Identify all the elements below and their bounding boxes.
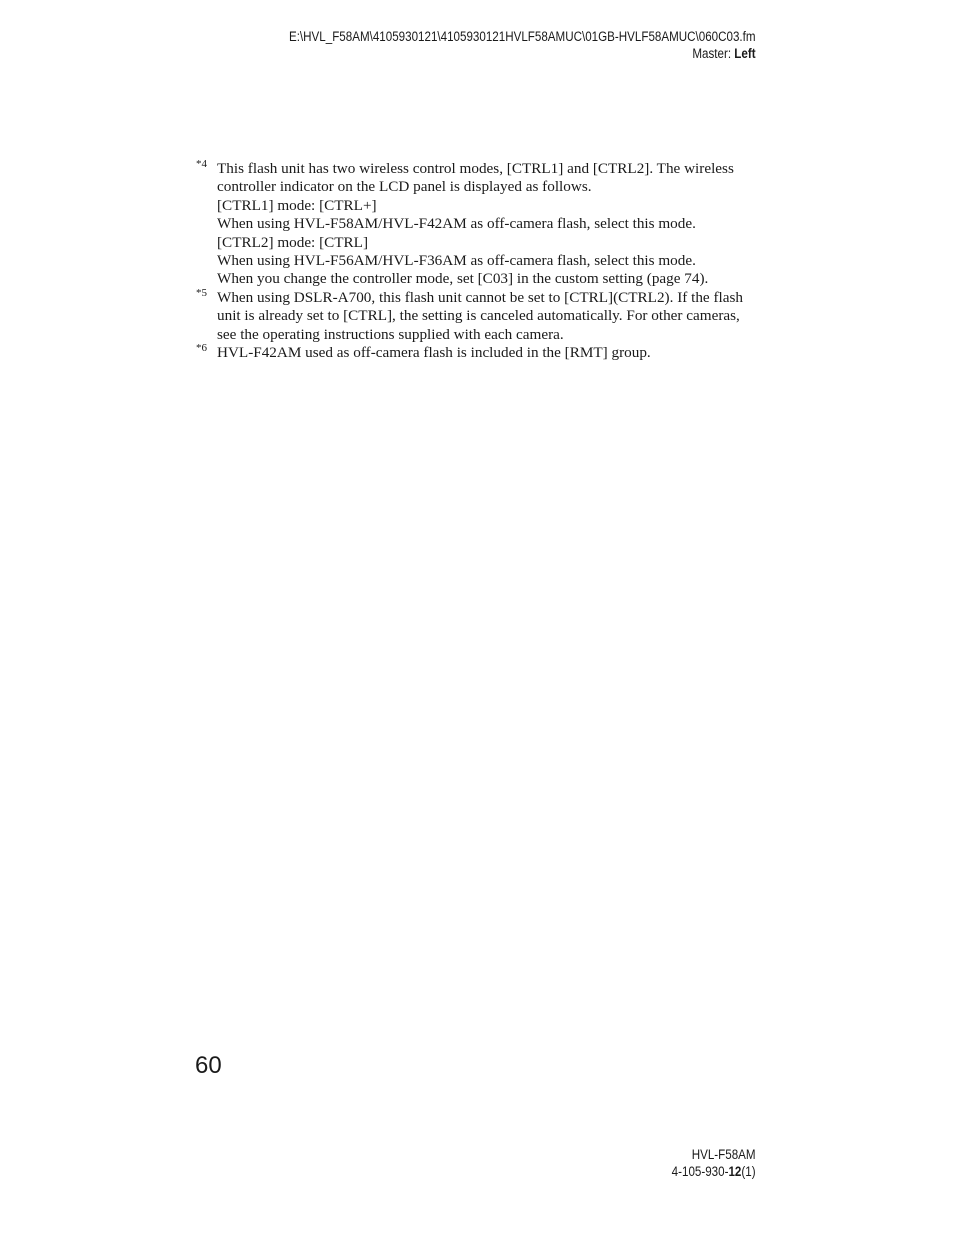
footnote-line: controller indicator on the LCD panel is displayed as follows. — [217, 178, 592, 196]
footnote-line: When using HVL-F56AM/HVL-F36AM as off-camera flash, select this mode. — [217, 252, 696, 270]
master-page-line — [289, 45, 756, 62]
footnote-5 — [196, 286, 786, 344]
footnote-line: [CTRL1] mode: [CTRL+] — [217, 196, 377, 214]
part-number-revision: 12 — [728, 1164, 742, 1179]
footnote-line: When using DSLR-A700, this flash unit cannot be set to [CTRL](CTRL2). If the flash — [217, 288, 743, 306]
part-number-suffix: (1) — [741, 1164, 756, 1179]
footnote-line: unit is already set to [CTRL], the setting is canceled automatically. For other cameras, — [217, 307, 740, 325]
footnote-marker: *6 — [196, 342, 207, 355]
footnote-6 — [196, 344, 786, 362]
master-label: Master: — [692, 46, 735, 61]
part-number — [672, 1163, 756, 1180]
footnotes — [196, 160, 786, 362]
footnote-4 — [196, 160, 786, 289]
part-number-prefix: 4-105-930- — [672, 1164, 729, 1179]
footnote-marker: *5 — [196, 286, 207, 299]
footnote-line: see the operating instructions supplied with each camera. — [217, 325, 564, 343]
document-footer — [672, 1146, 756, 1180]
footnote-line: This flash unit has two wireless control modes, [CTRL1] and [CTRL2]. The wireless — [217, 160, 734, 177]
footnote-line: HVL-F42AM used as off-camera flash is included in the [RMT] group. — [217, 344, 651, 362]
footnote-marker: *4 — [196, 158, 207, 170]
model-name: HVL-F58AM — [692, 1147, 756, 1162]
footnote-line: When using HVL-F58AM/HVL-F42AM as off-camera flash, select this mode. — [217, 215, 696, 233]
footnote-line: [CTRL2] mode: [CTRL] — [217, 233, 369, 251]
footnote-line: When you change the controller mode, set [C03] in the custom setting (page 74). — [217, 270, 709, 288]
page-number: 60 — [195, 1052, 222, 1079]
document-header — [289, 28, 756, 62]
master-value: Left — [734, 46, 756, 61]
file-path: E:\HVL_F58AM\4105930121\4105930121HVLF58AMUC\01GB-HVLF58AMUC\060C03.fm — [289, 29, 756, 44]
